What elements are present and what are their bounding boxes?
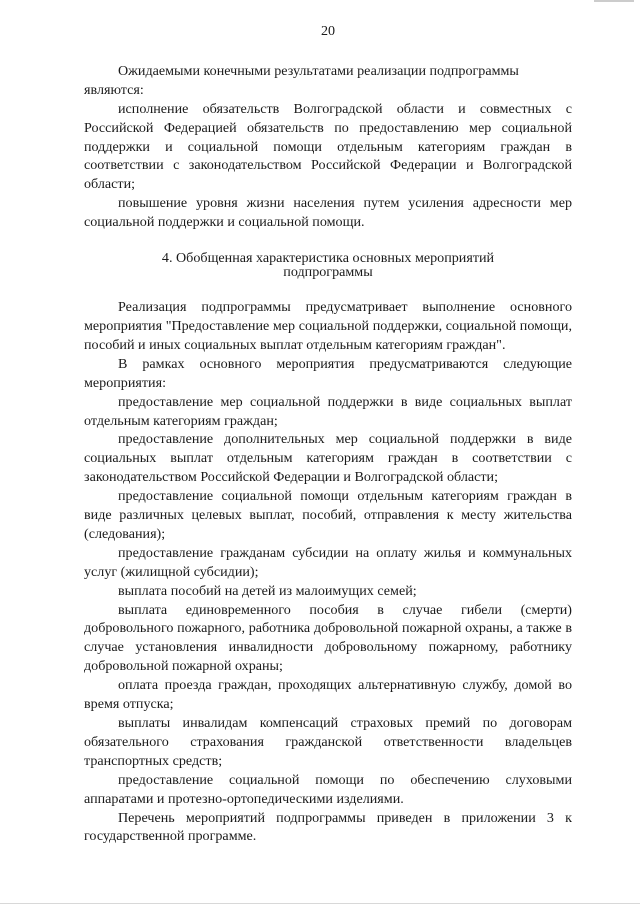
body-paragraph: В рамках основного мероприятия предусматриваются следующие мероприятия: [84,355,572,391]
section-heading-line: 4. Обобщенная характеристика основных мероприятий [161,250,495,267]
scan-edge-mark [594,0,634,2]
measure-item: предоставление дополнительных мер социальной поддержки в виде социальных выплат отдельным категориям граждан в соответствии с законодательством Российской Федерации и Волгоградской области; [84,431,572,486]
results-intro-continuation: являются: [84,81,144,98]
result-paragraph: исполнение обязательств Волгоградской области и совместных с Российской Федерацией обязательств по предоставлению мер социальной поддержки и социальной помощи отдельным категориям граждан в соответствии с законодательством Российской Федерации и Волгоградской области; [84,100,572,193]
measure-item: предоставление гражданам субсидии на оплату жилья и коммунальных услуг (жилищной субсидии); [84,544,572,580]
closing-paragraph: Перечень мероприятий подпрограммы приведен в приложении 3 к государственной программе. [84,809,572,845]
result-paragraph: повышение уровня жизни населения путем усиления адресности мер социальной поддержки и социальной помощи. [84,195,572,231]
measure-item: предоставление мер социальной поддержки в виде социальных выплат отдельным категориям граждан; [84,393,572,429]
measure-item: выплаты инвалидам компенсаций страховых премий по договорам обязательного страхования гражданской ответственности владельцев транспортных средств; [84,715,572,769]
measure-item: оплата проезда граждан, проходящих альтернативную службу, домой во время отпуска; [84,677,572,713]
measure-item: предоставление социальной помощи отдельным категориям граждан в виде различных целевых выплат, пособий, отправления к месту жительства (следования); [84,488,572,542]
scan-bottom-edge [0,903,640,904]
page-number: 20 [320,23,336,39]
measure-item: выплата единовременного пособия в случае гибели (смерти) добровольного пожарного, работника добровольной пожарной охраны, а также в случае установления инвалидности добровольному пожарному, работнику добровольной пожарной охраны; [84,601,572,675]
document-page [84,22,572,846]
measure-item: выплата пособий на детей из малоимущих семей; [118,582,417,599]
section-heading [84,251,572,279]
section-heading-line: подпрограммы [283,264,373,281]
body-paragraph: Реализация подпрограммы предусматривает выполнение основного мероприятия "Предоставление мер социальной поддержки, социальной помощи, пособий и иных социальных выплат отдельным категориям граждан". [84,299,572,353]
measure-item: предоставление социальной помощи по обеспечению слуховыми аппаратами и протезно-ортопедическими изделиями. [84,771,572,807]
results-intro-line: Ожидаемыми конечными результатами реализации подпрограммы [118,62,519,79]
